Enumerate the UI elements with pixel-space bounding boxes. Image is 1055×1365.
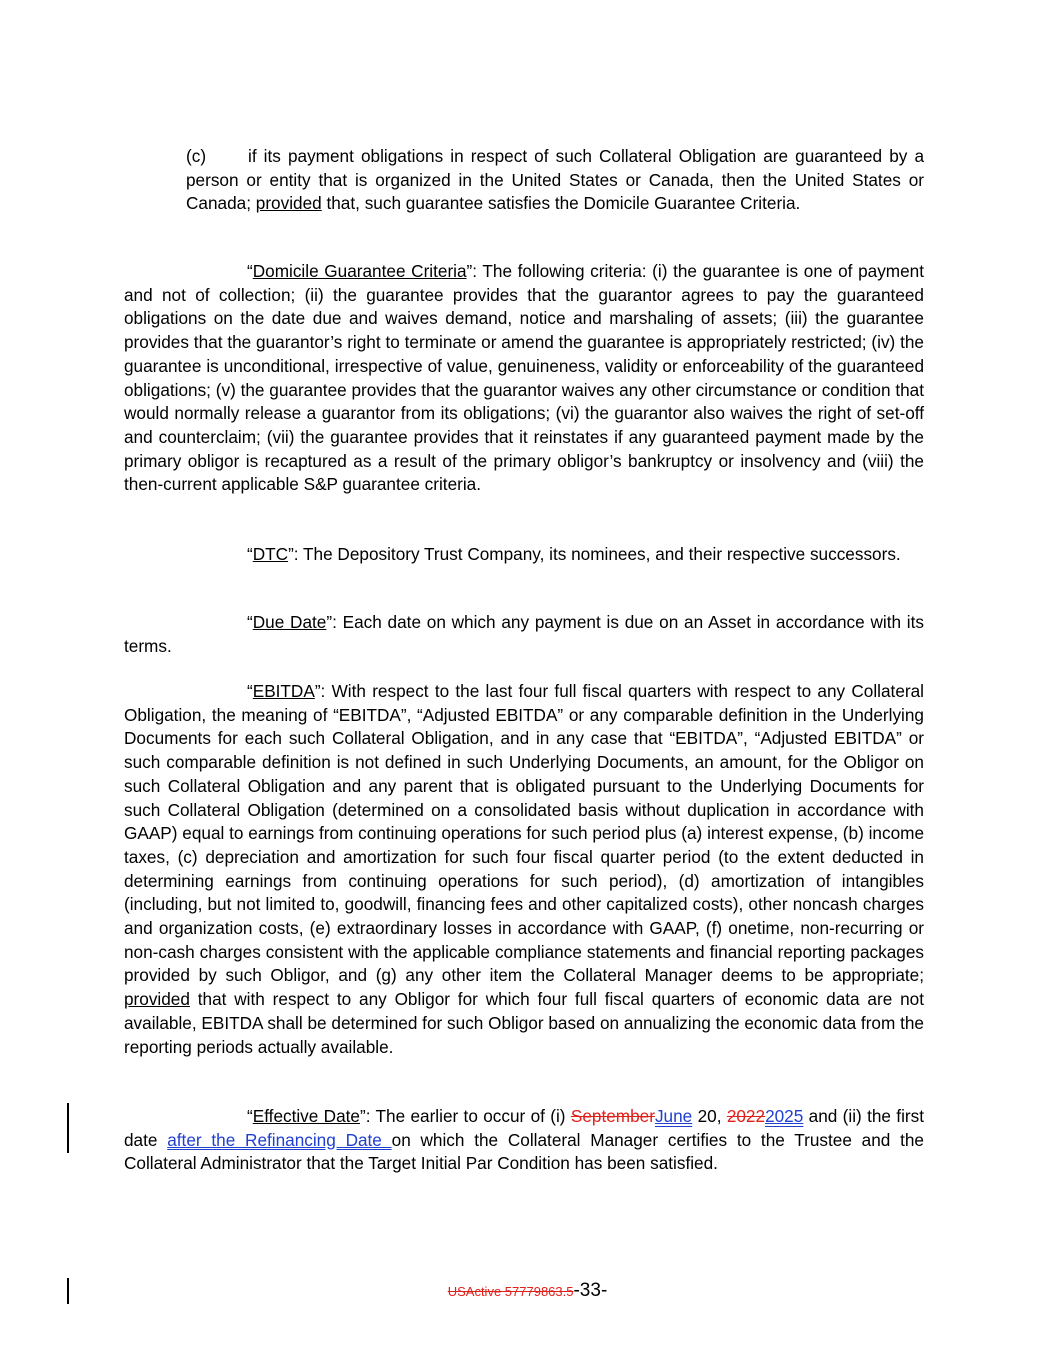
definition-domicile-guarantee-criteria (124, 260, 924, 497)
provided-term: provided (255, 193, 322, 214)
definition-text: The Depository Trust Company, its nominees, and their respective successors. (298, 544, 901, 564)
open-quote: “ (247, 1106, 253, 1126)
defined-term: EBITDA (252, 681, 315, 701)
definition-text: Each date on which any payment is due on an Asset in accordance with its terms. (124, 612, 924, 656)
provided-term: provided (124, 989, 190, 1010)
open-quote: “ (247, 261, 253, 281)
definition-text: The earlier to occur of (i) (370, 1106, 571, 1126)
close-quote: ”: (466, 261, 478, 281)
inserted-month: June (654, 1106, 693, 1126)
defined-term: Due Date (252, 612, 327, 632)
deleted-month: September (570, 1106, 655, 1126)
inserted-phrase: after the Refinancing Date (167, 1129, 392, 1150)
close-quote: ”: (359, 1106, 371, 1126)
definition-effective-date (124, 1105, 924, 1176)
para-c-text2: that, such guarantee satisfies the Domicile Guarantee Criteria. (321, 193, 801, 214)
inserted-year: 2025 (765, 1106, 804, 1126)
defined-term: Domicile Guarantee Criteria (252, 261, 467, 281)
page-number: -33- (573, 1280, 608, 1301)
definition-text-4: on which the Collateral Manager certifies to the Trustee and the Collateral Administrator that the Target Initial Par Condition has been satisfied. (124, 1129, 924, 1174)
definition-text-2: that with respect to any Obligor for which four full fiscal quarters of economic data are not available, EBITDA shall be determined for such Obligor based on annualizing the economic data from the reporting periods actually available. (124, 989, 924, 1057)
definition-due-date (124, 611, 924, 658)
close-quote: ”: (326, 612, 337, 632)
definition-text-2: 20, (692, 1106, 727, 1126)
open-quote: “ (247, 544, 253, 564)
para-c-text1: if its payment obligations in respect of such Collateral Obligation are guaranteed by a person or entity that is organized in the United States or Canada, then the United States or Canada; (186, 146, 924, 214)
item-label: (c) (186, 146, 207, 166)
definition-text: With respect to the last four full fiscal quarters with respect to any Collateral Obligation, the meaning of “EBITDA”, “Adjusted EBITDA” or any comparable definition in the Underlying Documents for each such Collateral Obligation, and in any case that “EBITDA”, “Adjusted EBITDA” or such comparable definition is not defined in such Underlying Documents, an amount, for the Obligor on such Collateral Obligation and any parent that is obligated pursuant to the Underlying Documents for such Collateral Obligation (determined on a consolidated basis without duplication in accordance with GAAP) equal to earnings from continuing operations for such period plus (a) interest expense, (b) income taxes, (c) depreciation and amortization for such four fiscal quarter period (to the extent deducted in determining earnings from continuing operations for such period), (d) amortization of intangibles (including, but not limited to, goodwill, financing fees and other capitalized costs), other noncash charges and organization costs, (e) extraordinary losses in accordance with GAAP, (f) onetime, non-recurring or non-cash charges consistent with the applicable compliance statements and financial reporting packages provided by such Obligor, and (g) any other item the Collateral Manager deems to be appropriate; (124, 681, 924, 986)
deleted-year: 2022 (726, 1106, 766, 1126)
defined-term: Effective Date (252, 1106, 360, 1126)
definition-dtc (124, 543, 924, 567)
paragraph-c (186, 145, 924, 216)
close-quote: ”: (288, 544, 299, 564)
deleted-doc-id: USActive 57779863.5 (447, 1284, 574, 1299)
definition-text: The following criteria: (i) the guarantee is one of payment and not of collection; (ii) the guarantee provides that the guarantor agrees to pay the guaranteed obligations on the date due and waives demand, notice and marshaling of assets; (iii) the guarantee provides that the guarantor’s right to terminate or amend the guarantee is appropriately restricted; (iv) the guarantee is unconditional, irrespective of value, genuineness, validity or enforceability of the guaranteed obligations; (v) the guarantee provides that the guarantor waives any other circumstance or condition that would normally release a guarantor from its obligations; (vi) the guarantor also waives the right of set-off and counterclaim; (vii) the guarantee provides that it reinstates if any guaranteed payment made by the primary obligor is recaptured as a result of the primary obligor’s bankruptcy or insolvency and (viii) the then-current applicable S&P guarantee criteria. (124, 261, 924, 495)
definition-ebitda (124, 680, 924, 1059)
page-footer (0, 1280, 1055, 1302)
open-quote: “ (247, 681, 253, 701)
defined-term: DTC (252, 544, 289, 564)
close-quote: ”: (314, 681, 326, 701)
definition-text-3: and (ii) the first date (124, 1106, 924, 1150)
open-quote: “ (247, 612, 253, 632)
change-bar (67, 1103, 69, 1153)
